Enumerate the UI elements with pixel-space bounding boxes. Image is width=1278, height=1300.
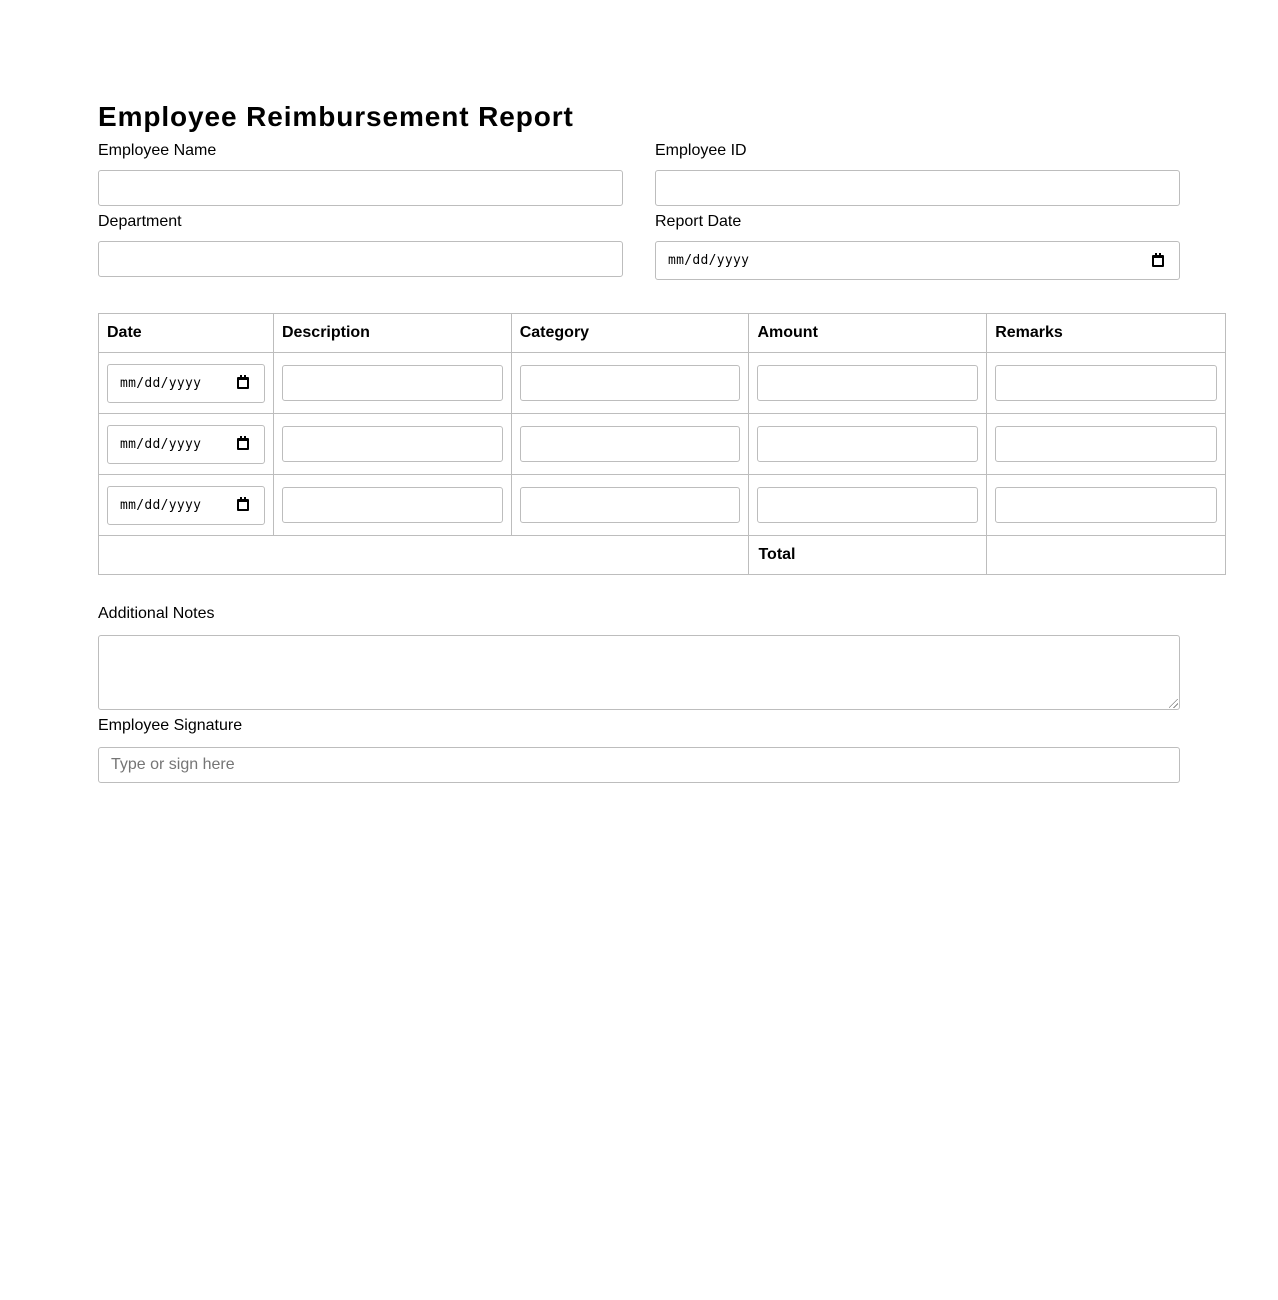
employee-name-label: Employee Name bbox=[98, 142, 217, 159]
report-date-input[interactable] bbox=[655, 241, 1180, 280]
report-date-field-group bbox=[655, 213, 1180, 280]
employee-name-input[interactable] bbox=[98, 170, 623, 206]
department-date-row bbox=[98, 213, 1180, 280]
category-cell bbox=[511, 353, 749, 414]
employee-id-label: Employee ID bbox=[655, 142, 747, 159]
category-input[interactable] bbox=[520, 487, 741, 523]
page-title: Employee Reimbursement Report bbox=[98, 101, 574, 132]
calendar-icon[interactable] bbox=[1152, 255, 1164, 267]
column-header-date: Date bbox=[99, 314, 274, 353]
remarks-input[interactable] bbox=[995, 487, 1217, 523]
expense-date-input[interactable] bbox=[107, 364, 265, 403]
description-cell bbox=[273, 414, 511, 475]
description-cell bbox=[273, 353, 511, 414]
expense-date-input[interactable] bbox=[107, 486, 265, 525]
total-row bbox=[99, 536, 1226, 575]
report-date-placeholder: mm/dd/yyyy bbox=[668, 253, 750, 268]
description-cell bbox=[273, 475, 511, 536]
total-spacer-cell bbox=[99, 536, 749, 575]
calendar-icon[interactable] bbox=[237, 499, 249, 511]
category-cell bbox=[511, 414, 749, 475]
employee-signature-label: Employee Signature bbox=[98, 717, 243, 734]
expense-date-input[interactable] bbox=[107, 425, 265, 464]
expense-date-placeholder: mm/dd/yyyy bbox=[120, 375, 202, 391]
total-label: Total bbox=[749, 536, 987, 575]
employee-id-input[interactable] bbox=[655, 170, 1180, 206]
date-cell bbox=[99, 353, 274, 414]
expense-date-placeholder: mm/dd/yyyy bbox=[120, 497, 202, 513]
calendar-icon[interactable] bbox=[237, 377, 249, 389]
amount-input[interactable] bbox=[757, 365, 978, 401]
date-cell bbox=[99, 414, 274, 475]
resize-handle-icon[interactable] bbox=[1169, 699, 1178, 708]
expense-row bbox=[99, 414, 1226, 475]
description-input[interactable] bbox=[282, 365, 503, 401]
amount-input[interactable] bbox=[757, 426, 978, 462]
remarks-cell bbox=[987, 475, 1226, 536]
total-value bbox=[987, 536, 1226, 575]
expense-row bbox=[99, 475, 1226, 536]
employee-signature-group bbox=[98, 717, 1226, 783]
column-header-amount: Amount bbox=[749, 314, 987, 353]
additional-notes-group bbox=[98, 605, 1226, 710]
expense-row bbox=[99, 353, 1226, 414]
category-input[interactable] bbox=[520, 426, 741, 462]
employee-info-row bbox=[98, 142, 1180, 206]
date-cell bbox=[99, 475, 274, 536]
report-date-label: Report Date bbox=[655, 213, 742, 230]
remarks-cell bbox=[987, 414, 1226, 475]
amount-cell bbox=[749, 475, 987, 536]
column-header-description: Description bbox=[273, 314, 511, 353]
employee-name-field-group bbox=[98, 142, 623, 206]
reimbursement-form bbox=[98, 98, 1226, 783]
department-field-group bbox=[98, 213, 623, 280]
category-cell bbox=[511, 475, 749, 536]
description-input[interactable] bbox=[282, 487, 503, 523]
column-header-category: Category bbox=[511, 314, 749, 353]
remarks-input[interactable] bbox=[995, 426, 1217, 462]
amount-cell bbox=[749, 353, 987, 414]
employee-signature-input[interactable]: Type or sign here bbox=[98, 747, 1180, 783]
description-input[interactable] bbox=[282, 426, 503, 462]
calendar-icon[interactable] bbox=[237, 438, 249, 450]
additional-notes-label: Additional Notes bbox=[98, 605, 215, 622]
department-input[interactable] bbox=[98, 241, 623, 277]
expense-table-header bbox=[99, 314, 1226, 353]
expense-date-placeholder: mm/dd/yyyy bbox=[120, 436, 202, 452]
employee-id-field-group bbox=[655, 142, 1180, 206]
column-header-remarks: Remarks bbox=[987, 314, 1226, 353]
amount-cell bbox=[749, 414, 987, 475]
expense-table bbox=[98, 313, 1226, 575]
remarks-input[interactable] bbox=[995, 365, 1217, 401]
additional-notes-textarea[interactable] bbox=[98, 635, 1180, 710]
department-label: Department bbox=[98, 213, 182, 230]
category-input[interactable] bbox=[520, 365, 741, 401]
amount-input[interactable] bbox=[757, 487, 978, 523]
remarks-cell bbox=[987, 353, 1226, 414]
